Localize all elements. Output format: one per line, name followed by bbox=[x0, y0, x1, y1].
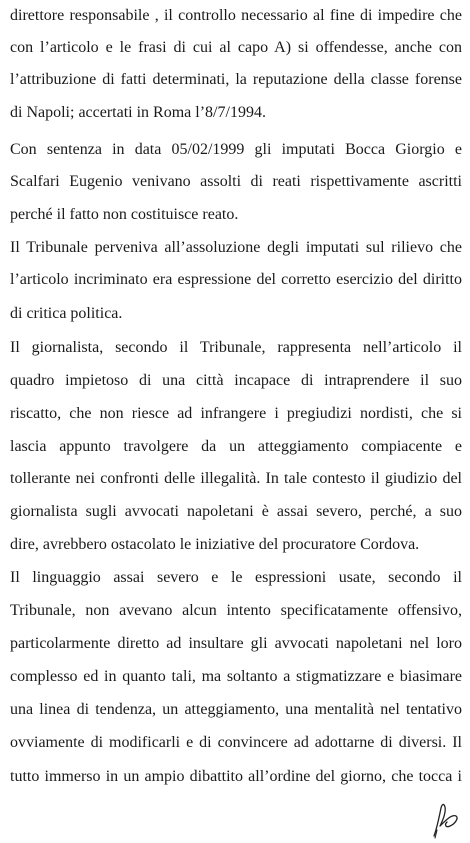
text-line: particolarmente diretto ad insultare gli avvocati napoletani nel loro bbox=[10, 635, 462, 652]
text-line: Il linguaggio assai severo e le espressioni usate, secondo il bbox=[10, 569, 462, 586]
text-line: Il giornalista, secondo il Tribunale, rappresenta nell’articolo il bbox=[10, 339, 462, 356]
text-line: riscatto, che non riesce ad infrangere i pregiudizi nordisti, che si bbox=[10, 405, 462, 422]
text-line: tollerante nei confronti delle illegalità. In tale contesto il giudizio del bbox=[10, 470, 462, 487]
text-line: tutto immerso in un ampio dibattito all’ordine del giorno, che tocca i bbox=[10, 768, 462, 785]
text-line: con l’articolo e le frasi di cui al capo A) si offendesse, anche con bbox=[10, 39, 462, 56]
text-line: perché il fatto non costituisce reato. bbox=[10, 206, 239, 223]
text-line: l’attribuzione di fatti determinati, la reputazione della classe forense bbox=[10, 71, 462, 88]
text-line: Scalfari Eugenio venivano assolti di reati rispettivamente ascritti bbox=[10, 173, 462, 190]
text-line: quadro impietoso di una città incapace di intraprendere il suo bbox=[10, 372, 462, 389]
text-line: Con sentenza in data 05/02/1999 gli imputati Bocca Giorgio e bbox=[10, 141, 462, 158]
text-line: una linea di tendenza, un atteggiamento, una mentalità nel tentativo bbox=[10, 701, 462, 718]
signature-mark bbox=[428, 800, 462, 840]
text-line: giornalista sugli avvocati napoletani è assai severo, perché, a suo bbox=[10, 503, 462, 520]
text-line: ovviamente di modificarli e di convincere ad adottarne di diversi. Il bbox=[10, 734, 462, 751]
text-line: di critica politica. bbox=[10, 305, 123, 322]
text-line: dire, avrebbero ostacolato le iniziative del procuratore Cordova. bbox=[10, 536, 420, 553]
text-line: direttore responsabile , il controllo necessario al fine di impedire che bbox=[10, 7, 462, 24]
text-line: Tribunale, non avevano alcun intento specificatamente offensivo, bbox=[10, 602, 462, 619]
text-line: lascia appunto travolgere da un atteggiamento compiacente e bbox=[10, 438, 462, 455]
text-line: Il Tribunale perveniva all’assoluzione degli imputati sul rilievo che bbox=[10, 239, 462, 256]
text-line: complesso ed in quanto tali, ma soltanto a stigmatizzare e biasimare bbox=[10, 668, 462, 685]
text-line: di Napoli; accertati in Roma l’8/7/1994. bbox=[10, 104, 266, 121]
text-line: l’articolo incriminato era espressione del corretto esercizio del diritto bbox=[10, 271, 462, 288]
